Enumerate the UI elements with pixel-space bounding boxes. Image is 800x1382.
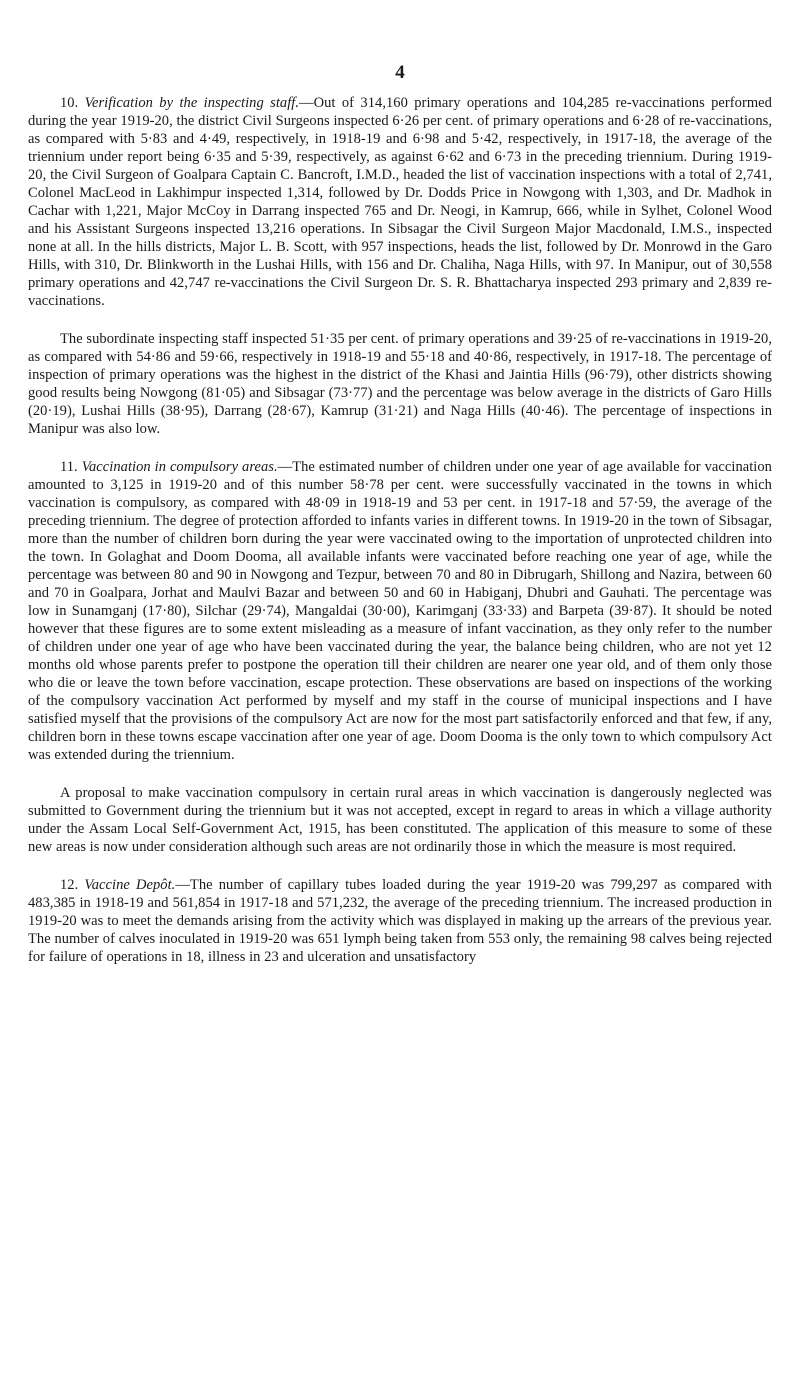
paragraph-number: 12. (60, 877, 79, 893)
paragraph-text: —Out of 314,160 primary operations and 104,285 re-vaccinations performed during the year 1919-20, the district Civil Surgeons inspected 6·26 per cent. of primary operations and 6·28 of re-vaccinations, as compared with 5·83 and 4·49, respectively, in 1918-19 and 6·98 and 5·42, respectively, in 1917-18, the average of the triennium under report being 6·35 and 5·39, respectively, as against 6·62 and 6·73 in the preceding triennium. During 1919-20, the Civil Surgeon of Goalpara Captain C. Bancroft, I.M.D., headed the list of vaccination inspections with a total of 2,741, Colonel MacLeod in Lakhimpur inspected 1,314, followed by Dr. Dodds Price in Nowgong with 1,303, and Dr. Madhok in Cachar with 1,221, Major McCoy in Darrang inspected 765 and Dr. Neogi, in Kamrup, 666, while in Sylhet, Colonel Wood and his Assistant Surgeons inspected 13,216 operations. In Sibsagar the Civil Surgeon Major Macdonald, I.M.S., inspected none at all. In the hills districts, Major L. B. Scott, with 957 inspections, heads the list, followed by Dr. Monrowd in the Garo Hills, with 310, Dr. Blinkworth in the Lushai Hills, with 156 and Dr. Chaliha, Naga Hills, with 97. In Manipur, out of 30,558 primary operations and 42,747 re-vaccinations the Civil Surgeon Dr. S. R. Bhattacharya inspected 293 primary and 2,839 re-vaccinations. (28, 95, 772, 309)
paragraph-text: —The estimated number of children under one year of age available for vaccination amounted to 3,125 in 1919-20 and of this number 58·78 per cent. were successfully vaccinated in the towns in which vaccination is compulsory, as compared with 48·09 in 1918-19 and 53 per cent. in 1917-18 and 57·59, the average of the preceding triennium. The degree of protection afforded to infants varies in different towns. In 1919-20 in the town of Sibsagar, more than the number of children born during the year were vaccinated owing to the importation of unprotected children into the town. In Golaghat and Doom Dooma, all available infants were vaccinated before reaching one year of age, while the percentage was between 80 and 90 in Nowgong and Tezpur, between 70 and 80 in Dibrugarh, Shillong and Nazira, between 60 and 70 in Goalpara, Jorhat and Maulvi Bazar and between 50 and 60 in Habiganj, Dhubri and Gauhati. The percentage was low in Sunamganj (17·80), Silchar (29·74), Mangaldai (30·00), Karimganj (33·33) and Barpeta (39·87). It should be noted however that these figures are to some extent misleading as a measure of infant vaccination, as they only refer to the number of children under one year of age who have been vaccinated during the year, the balance being children, who are not yet 12 months old whose parents prefer to postpone the operation till their children are nearer one year old, and of them only those who die or leave the town before vaccination, escape protection. These observations are based on inspections of the working of the compulsory vaccination Act performed by myself and my staff in the course of municipal inspections and I have satisfied myself that the provisions of the compulsory Act are now for the most part satisfactorily enforced and that few, if any, children born in these towns escape vaccination after one year of age. Doom Dooma is the only town to which compulsory Act was extended during the triennium. (28, 459, 772, 763)
paragraph-11-compulsory-areas (28, 458, 772, 764)
paragraph-rural-proposal (28, 784, 772, 856)
page-number: 4 (395, 62, 405, 83)
paragraph-text: A proposal to make vaccination compulsory in certain rural areas in which vaccination is dangerously neglected was submitted to Government during the triennium but it was not accepted, except in regard to areas in which a village authority under the Assam Local Self-Government Act, 1915, has been constituted. The application of this measure to some of these new areas is now under consideration although such areas are not ordinarily those in which the measure is most required. (28, 785, 772, 855)
paragraph-number: 10. (60, 95, 79, 111)
paragraph-subordinate-staff (28, 330, 772, 438)
paragraph-number: 11. (60, 459, 78, 475)
paragraph-heading: Vaccine Depôt. (84, 877, 176, 893)
paragraph-10-verification (28, 94, 772, 310)
paragraph-heading: Vaccination in compulsory areas. (81, 459, 278, 475)
paragraph-heading: Verification by the inspecting staff. (84, 95, 300, 111)
paragraph-text: —The number of capillary tubes loaded during the year 1919-20 was 799,297 as compared with 483,385 in 1918-19 and 561,854 in 1917-18 and 571,232, the average of the preceding triennium. The increased production in 1919-20 was to meet the demands arising from the activity which was displayed in making up the arrears of the previous year. The number of calves inoculated in 1919-20 was 651 lymph being taken from 553 only, the remaining 98 calves being rejected for failure of operations in 18, illness in 23 and ulceration and unsatisfactory (28, 877, 772, 965)
paragraph-12-vaccine-depot (28, 876, 772, 966)
paragraph-text: The subordinate inspecting staff inspected 51·35 per cent. of primary operations and 39·25 of re-vaccinations in 1919-20, as compared with 54·86 and 59·66, respectively in 1918-19 and 55·18 and 40·86, respectively, in 1917-18. The percentage of inspection of primary operations was the highest in the district of the Khasi and Jaintia Hills (96·79), other districts showing good results being Nowgong (81·05) and Sibsagar (73·77) and the percentage was below average in the districts of Garo Hills (20·19), Lushai Hills (38·95), Darrang (28·67), Kamrup (31·21) and Naga Hills (40·46). The percentage of inspections in Manipur was also low. (28, 331, 772, 437)
